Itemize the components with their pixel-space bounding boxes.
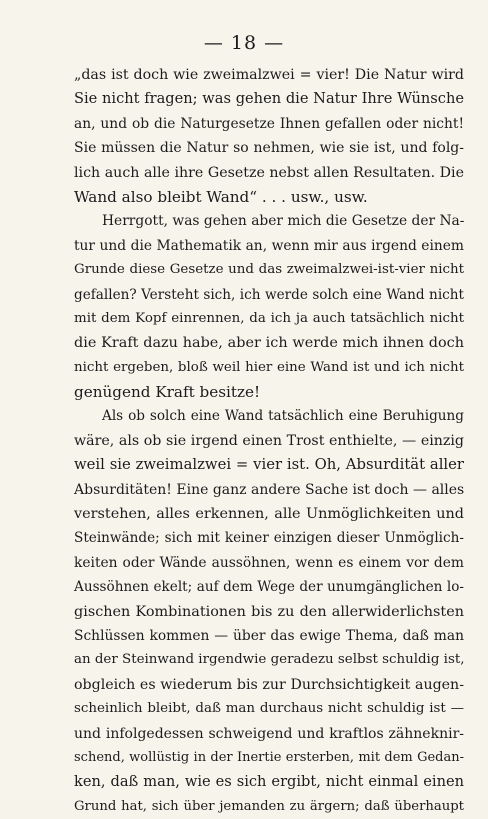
- text-line: an der Steinwand irgendwie geradezu selbst schuldig ist,: [74, 652, 465, 668]
- text-line: lich auch alle ihre Gesetze nebst allen Resultaten. Die: [74, 164, 464, 181]
- text-line: gischen Kombinationen bis zu den allerwiderlichsten: [74, 603, 464, 620]
- text-line: „das ist doch wie zweimalzwei = vier! Die Natur wird: [74, 67, 464, 83]
- text-line: mit dem Kopf einrennen, da ich ja auch tatsächlich nicht: [74, 310, 464, 326]
- page-number: — 18 —: [203, 32, 285, 54]
- text-line: Steinwände; sich mit keiner einzigen dieser Unmöglich-: [74, 530, 464, 547]
- text-line: Absurditäten! Eine ganz andere Sache ist doch — alles: [74, 481, 465, 498]
- text-line: obgleich es wiederum bis zur Durchsichtigkeit augen-: [74, 676, 464, 693]
- text-line: keiten oder Wände aussöhnen, wenn es einem vor dem: [74, 554, 464, 571]
- text-line: weil sie zweimalzwei = vier ist. Oh, Absurdität aller: [74, 456, 464, 474]
- text-line: Als ob solch eine Wand tatsächlich eine Beruhigung: [102, 408, 464, 425]
- text-line: verstehen, alles erkennen, alle Unmöglichkeiten und: [74, 506, 464, 523]
- text-line: Herrgott, was gehen aber mich die Gesetze der Na-: [102, 213, 465, 230]
- text-line: gefallen? Versteht sich, ich werde solch eine Wand nicht: [74, 286, 464, 303]
- text-line: scheinlich bleibt, daß man durchaus nicht schuldig ist —: [74, 701, 464, 717]
- text-line: Schlüssen kommen — über das ewige Thema, daß man: [74, 627, 464, 644]
- text-line: und infolgedessen schweigend und kraftlos zähneknir-: [74, 725, 464, 742]
- text-line: genügend Kraft besitze!: [74, 383, 261, 402]
- text-line: Sie müssen die Natur so nehmen, wie sie ist, und folg-: [74, 140, 464, 157]
- text-line: an, und ob die Naturgesetze Ihnen gefallen oder nicht!: [74, 115, 464, 132]
- text-line: die Kraft dazu habe, aber ich werde mich ihnen doch: [74, 335, 464, 352]
- text-line: schend, wollüstig in der Inertie ersterben, mit dem Gedan-: [74, 749, 464, 765]
- text-line: Sie nicht fragen; was gehen die Natur Ihre Wünsche: [74, 90, 464, 108]
- text-line: Grund hat, sich über jemanden zu ärgern; daß überhaupt: [74, 798, 464, 814]
- text-line: ken, daß man, wie es sich ergibt, nicht einmal einen: [74, 773, 464, 791]
- text-line: tur und die Mathematik an, wenn mir aus irgend einem: [74, 237, 464, 254]
- body-text: [74, 63, 464, 819]
- text-line: Grunde diese Gesetze und das zweimalzwei-ist-vier nicht: [74, 262, 464, 278]
- text-line: Aussöhnen ekelt; auf dem Wege der unumgänglichen lo-: [74, 579, 464, 596]
- text-line: nicht ergeben, bloß weil hier eine Wand ist und ich nicht: [74, 359, 464, 375]
- text-line: wäre, als ob sie irgend einen Trost enthielte, — einzig: [74, 432, 464, 449]
- text-line: Wand also bleibt Wand“ . . . usw., usw.: [74, 187, 368, 206]
